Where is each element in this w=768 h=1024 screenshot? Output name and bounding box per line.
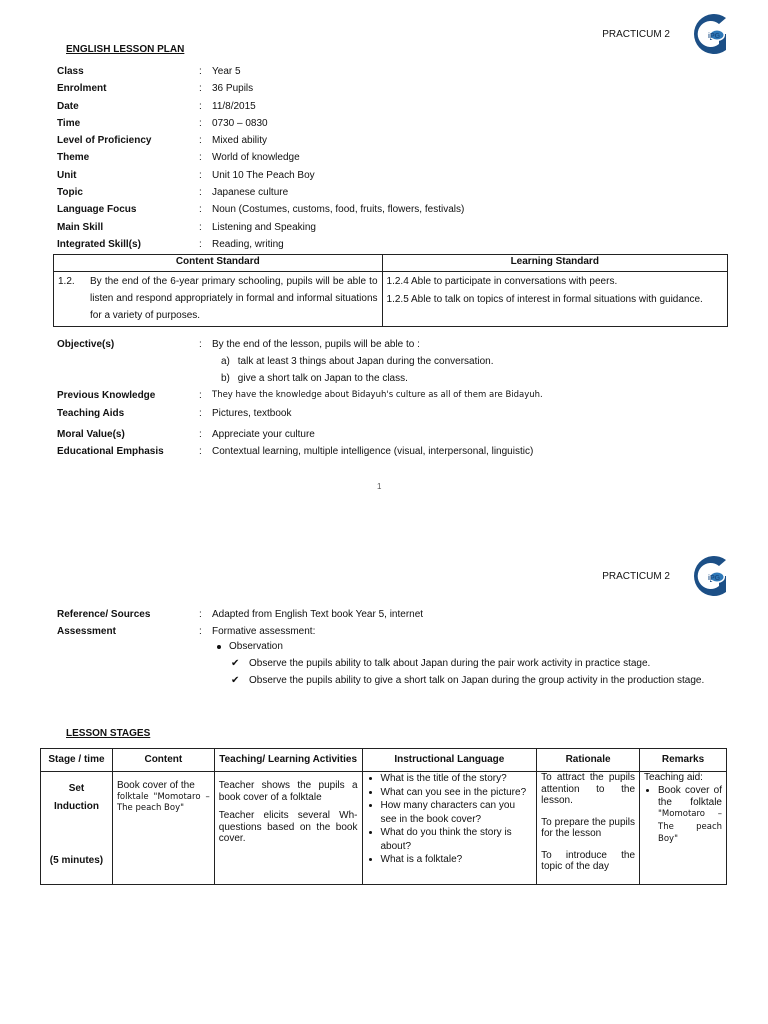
- info-value: Formative assessment:: [212, 626, 316, 638]
- header-stage-time: Stage / time: [41, 749, 113, 772]
- info-value: Reading, writing: [212, 238, 284, 250]
- info-label: Time: [57, 117, 81, 129]
- question-item: • What is the title of the story?: [381, 772, 533, 786]
- info-value: Contextual learning, multiple intelligence (visual, interpersonal, linguistic): [212, 446, 534, 458]
- document-title: ENGLISH LESSON PLAN: [66, 44, 185, 55]
- checkmark-icon: ✔: [231, 658, 240, 669]
- learning-standard-item: 1.2.5 Able to talk on topics of interest in formal situations with guidance.: [386, 294, 703, 305]
- info-label: Assessment: [57, 626, 116, 638]
- content-text: Book cover of the: [116, 780, 195, 791]
- header-content: Content: [112, 749, 214, 772]
- info-row-topic: Topic : Japanese culture: [57, 184, 464, 201]
- lesson-stages-table: [40, 748, 727, 885]
- rationale-item: To attract the pupils attention to the lesson.: [541, 772, 636, 806]
- practicum-label: PRACTICUM 2: [602, 28, 670, 40]
- learning-standard-item: 1.2.4 Able to participate in conversations with peers.: [386, 276, 618, 287]
- remarks-cell: [640, 772, 727, 885]
- content-standard-number: 1.2.: [58, 276, 75, 287]
- stage-cell: [41, 772, 113, 885]
- learning-standard-header: Learning Standard: [382, 255, 727, 272]
- info-row-integrated-skills: Integrated Skill(s) : Reading, writing: [57, 236, 464, 253]
- info-label: Reference/ Sources: [57, 609, 151, 620]
- page-number: 1: [377, 482, 382, 491]
- instructional-language-cell: [362, 772, 537, 885]
- info-value: Listening and Speaking: [212, 221, 316, 233]
- checkmark-icon: ✔: [231, 675, 240, 686]
- info-row-proficiency: Level of Proficiency : Mixed ability: [57, 132, 464, 149]
- info-value: Pictures, textbook: [212, 407, 292, 419]
- info-value: Noun (Costumes, customs, food, fruits, flowers, festivals): [212, 204, 465, 216]
- objective-item: a) talk at least 3 things about Japan during the conversation.: [221, 356, 494, 368]
- content-cell: [112, 772, 214, 885]
- info-row-time: Time : 0730 – 0830: [57, 115, 464, 132]
- activities-cell: [214, 772, 362, 885]
- question-list: [367, 772, 533, 867]
- info-value: Japanese culture: [212, 187, 289, 199]
- info-label: Moral Value(s): [57, 428, 125, 440]
- assessment-list: [213, 638, 704, 689]
- lesson-info: [57, 63, 464, 253]
- objective-label: Objective(s): [57, 339, 115, 350]
- rationale-item: To prepare the pupils for the lesson: [541, 816, 636, 839]
- info-value: Appreciate your culture: [212, 428, 315, 440]
- content-standard-header: Content Standard: [54, 255, 383, 272]
- check-item: ✔ Observe the pupils ability to talk about Japan during the pair work activity in practice stage.: [213, 655, 704, 672]
- info-row-references: Reference/ Sources : Adapted from English Text book Year 5, internet: [57, 606, 423, 623]
- header: [602, 554, 730, 598]
- content-standard-cell: [54, 272, 383, 327]
- question-item: • What do you think the story is about?: [381, 826, 533, 853]
- info-row-language-focus: Language Focus : Noun (Costumes, customs, food, fruits, flowers, festivals): [57, 201, 464, 218]
- info-label: Teaching Aids: [57, 407, 125, 419]
- info-row-teaching-aids: Teaching Aids : Pictures, textbook: [57, 405, 543, 422]
- practicum-label: PRACTICUM 2: [602, 570, 670, 582]
- content-text: folktale "Momotaro – The peach Boy": [116, 791, 210, 813]
- page-2: [0, 540, 768, 1024]
- info-label: Enrolment: [57, 83, 107, 95]
- info-value: 11/8/2015: [212, 100, 256, 112]
- question-item: • How many characters can you see in the book cover?: [381, 799, 533, 826]
- ipg-logo-icon: [686, 554, 730, 598]
- question-item: • What can you see in the picture?: [381, 786, 533, 800]
- header-instructional-language: Instructional Language: [362, 749, 537, 772]
- info-value: Year 5: [212, 66, 241, 77]
- lesson-stages-title: LESSON STAGES: [66, 728, 151, 739]
- header-remarks: Remarks: [640, 749, 727, 772]
- stage-time: (5 minutes): [49, 855, 104, 866]
- table-header-row: [41, 749, 727, 772]
- info-value: World of knowledge: [212, 152, 300, 164]
- objective-row: Objective(s) : By the end of the lesson, pupils will be able to :: [57, 336, 543, 353]
- table-row: [41, 772, 727, 885]
- info-value: Mixed ability: [212, 135, 268, 147]
- info-row-assessment: Assessment : Formative assessment:: [57, 623, 423, 640]
- info-row-unit: Unit : Unit 10 The Peach Boy: [57, 167, 464, 184]
- info-row-main-skill: Main Skill : Listening and Speaking: [57, 219, 464, 236]
- check-item: ✔ Observe the pupils ability to give a short talk on Japan during the group activity in the production stage.: [213, 672, 704, 689]
- page-1: [0, 0, 768, 500]
- info-label: Date: [57, 100, 79, 112]
- info-row-class: Class : Year 5: [57, 63, 464, 80]
- bullet-icon: [217, 645, 221, 649]
- objective-list: [57, 353, 543, 387]
- question-item: • What is a folktale?: [381, 853, 533, 867]
- reference-info: [57, 606, 423, 641]
- remarks-title: Teaching aid:: [644, 772, 703, 783]
- info-label: Integrated Skill(s): [57, 238, 141, 250]
- objective-intro: By the end of the lesson, pupils will be able to :: [212, 339, 420, 350]
- rationale-item: To introduce the topic of the day: [541, 849, 636, 872]
- content-standard-text: By the end of the 6-year primary schooling, pupils will be able to listen and respond appropriately in formal and informal situations for a variety of purposes.: [90, 276, 378, 321]
- observation-item: Observation: [213, 638, 704, 655]
- info-label: Language Focus: [57, 204, 137, 216]
- info-row-theme: Theme : World of knowledge: [57, 149, 464, 166]
- header-activities: Teaching/ Learning Activities: [214, 749, 362, 772]
- info-label: Level of Proficiency: [57, 135, 152, 147]
- info-row-enrolment: Enrolment : 36 Pupils: [57, 80, 464, 97]
- svg-text:iPG: iPG: [708, 33, 721, 40]
- remarks-item: • Book cover of the folktale "Momotaro – The peach Boy": [658, 785, 722, 846]
- info-value: 0730 – 0830: [212, 117, 268, 129]
- info-value: 36 Pupils: [212, 83, 254, 95]
- info-value: They have the knowledge about Bidayuh's culture as all of them are Bidayuh.: [212, 390, 543, 401]
- stage-name: Set Induction: [53, 783, 99, 812]
- info-row-previous-knowledge: Previous Knowledge : They have the knowledge about Bidayuh's culture as all of them are Bidayuh.: [57, 387, 543, 404]
- ipg-logo-icon: [686, 12, 730, 56]
- info-value: Adapted from English Text book Year 5, internet: [212, 609, 424, 620]
- info-row-date: Date : 11/8/2015: [57, 98, 464, 115]
- info-label: Unit: [57, 169, 77, 181]
- info-label: Theme: [57, 152, 90, 164]
- activity-text: Teacher elicits several Wh-questions based on the book cover.: [218, 810, 358, 844]
- rationale-cell: [537, 772, 640, 885]
- info-label: Class: [57, 66, 84, 77]
- header: [602, 12, 730, 56]
- info-label: Topic: [57, 187, 83, 199]
- info-value: Unit 10 The Peach Boy: [212, 169, 315, 181]
- header-rationale: Rationale: [537, 749, 640, 772]
- remarks-list: [644, 785, 722, 846]
- info-row-moral-values: Moral Value(s) : Appreciate your culture: [57, 426, 543, 443]
- info-label: Main Skill: [57, 221, 104, 233]
- svg-text:iPG: iPG: [708, 575, 721, 582]
- info-label: Previous Knowledge: [57, 390, 156, 402]
- info-label: Educational Emphasis: [57, 446, 164, 458]
- standards-table: [53, 254, 728, 327]
- objectives-section: [57, 336, 543, 460]
- info-row-educational-emphasis: Educational Emphasis : Contextual learning, multiple intelligence (visual, interpersonal, linguistic): [57, 443, 543, 460]
- objective-item: b) give a short talk on Japan to the class.: [221, 373, 408, 385]
- activity-text: Teacher shows the pupils a book cover of a folktale: [218, 780, 358, 803]
- learning-standard-cell: [382, 272, 727, 327]
